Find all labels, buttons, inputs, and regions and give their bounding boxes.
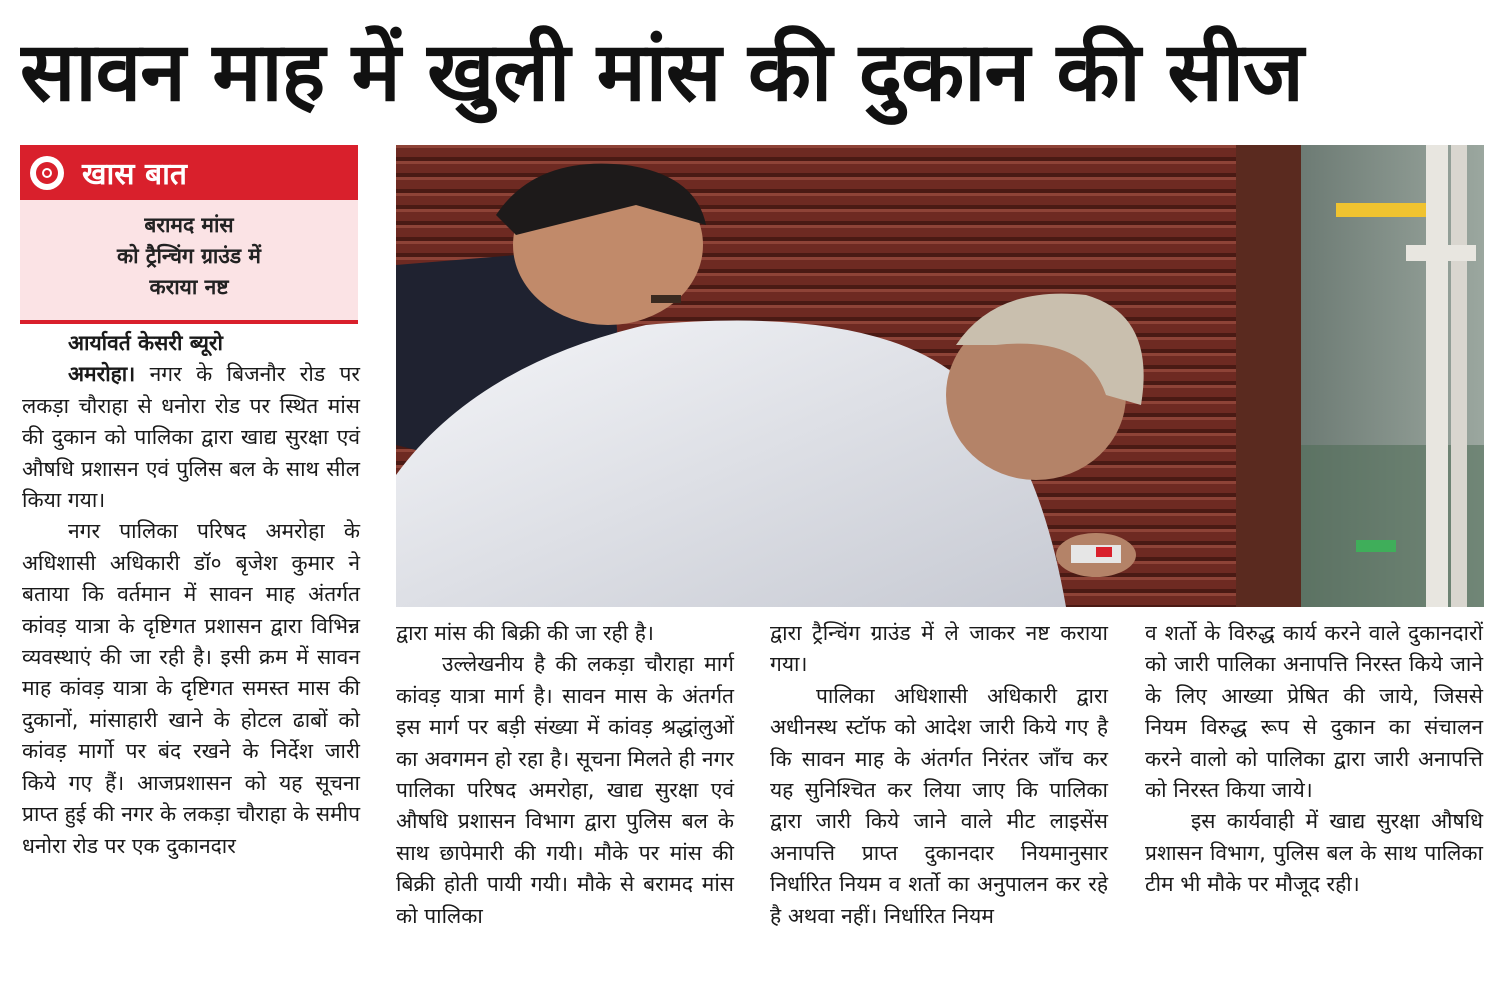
target-icon [30,156,64,190]
paragraph: उल्लेखनीय है की लकड़ा चौराहा मार्ग कांवड़ यात्रा मार्ग है। सावन मास के अंतर्गत इस मार्ग पर बड़ी संख्या में कांवड़ श्रद्धांलुओं का अवगमन हो रहा है। सूचना मिलते ही नगर पालिका परिषद अमरोहा, खाद्य सुरक्षा एवं औषधि प्रशासन विभाग द्वारा पुलिस बल के साथ छापेमारी की गयी। मौके पर मांस की बिक्री होती पायी गयी। मौके से बरामद मांस को पालिका [396,652,734,928]
paragraph: व शर्तो के विरुद्ध कार्य करने वाले दुकानदारों को जारी पालिका अनापत्ति निरस्त किये जाने के लिए आख्या प्रेषित की जाये, जिससे नियम विरुद्ध रूप से दुकान का संचालन करने वालो को पालिका द्वारा जारी अनापत्ति को निरस्त किया जाये। [1145,621,1483,803]
paragraph: द्वारा ट्रैन्चिंग ग्राउंड में ले जाकर नष्ट कराया गया। [770,621,1108,677]
highlight-box [20,145,358,324]
paragraph: इस कार्यवाही में खाद्य सुरक्षा औषधि प्रशासन विभाग, पुलिस बल के साथ पालिका टीम भी मौके पर मौजूद रही। [1145,809,1483,897]
byline: आर्यावर्त केसरी ब्यूरो [68,331,223,355]
shop-sealing-photo [396,145,1484,607]
article-column-4 [1145,618,1483,901]
article-column-3 [770,618,1108,932]
highlight-header [20,145,358,200]
paragraph: पालिका अधिशासी अधिकारी द्वारा अधीनस्थ स्टॉफ को आदेश जारी किये गए है कि सावन माह के अंतर्गत निरंतर जाँच कर यह सुनिश्चित कर लिया जाए कि पालिका द्वारा जारी किये जाने वाले मीट लाइसेंस अनापत्ति प्राप्त दुकानदार नियमानुसार निर्धारित नियम व शर्तो का अनुपालन कर रहे है अथवा नहीं। निर्धारित नियम [770,683,1108,928]
highlight-label: खास बात [82,157,188,192]
headline: सावन माह में खुली मांस की दुकान की सीज [20,25,1303,120]
highlight-line: बरामद मांस [144,213,234,237]
dateline: अमरोहा। [68,362,136,387]
highlight-line: को ट्रैन्चिंग ग्राउंड में [117,244,261,268]
paragraph [22,359,360,516]
highlight-text [20,200,358,303]
article-column-2 [396,618,734,932]
paragraph-text: नगर के बिजनौर रोड पर लकड़ा चौराहा से धनोरा रोड पर स्थित मांस की दुकान को पालिका द्वारा खाद्य सुरक्षा एवं औषधि प्रशासन एवं पुलिस बल के साथ सील किया गया। [22,362,360,513]
news-photo [396,145,1484,607]
paragraph: नगर पालिका परिषद अमरोहा के अधिशासी अधिकारी डॉ० बृजेश कुमार ने बताया कि वर्तमान में सावन माह अंतर्गत कांवड़ यात्रा के दृष्टिगत प्रशासन द्वारा विभिन्न व्यवस्थाएं की जा रही है। इसी क्रम में सावन माह कांवड़ यात्रा के दृष्टिगत समस्त मास की दुकानों, मांसाहारी खाने के होटल ढाबों को कांवड़ मार्गो पर बंद रखने के निर्देश जारी किये गए हैं। आजप्रशासन को यह सूचना प्राप्त हुई की नगर के लकड़ा चौराहा के समीप धनोरा रोड पर एक दुकानदार [22,519,360,858]
article-column-1 [22,328,360,862]
highlight-line: कराया नष्ट [149,275,229,299]
paragraph: द्वारा मांस की बिक्री की जा रही है। [396,621,654,645]
